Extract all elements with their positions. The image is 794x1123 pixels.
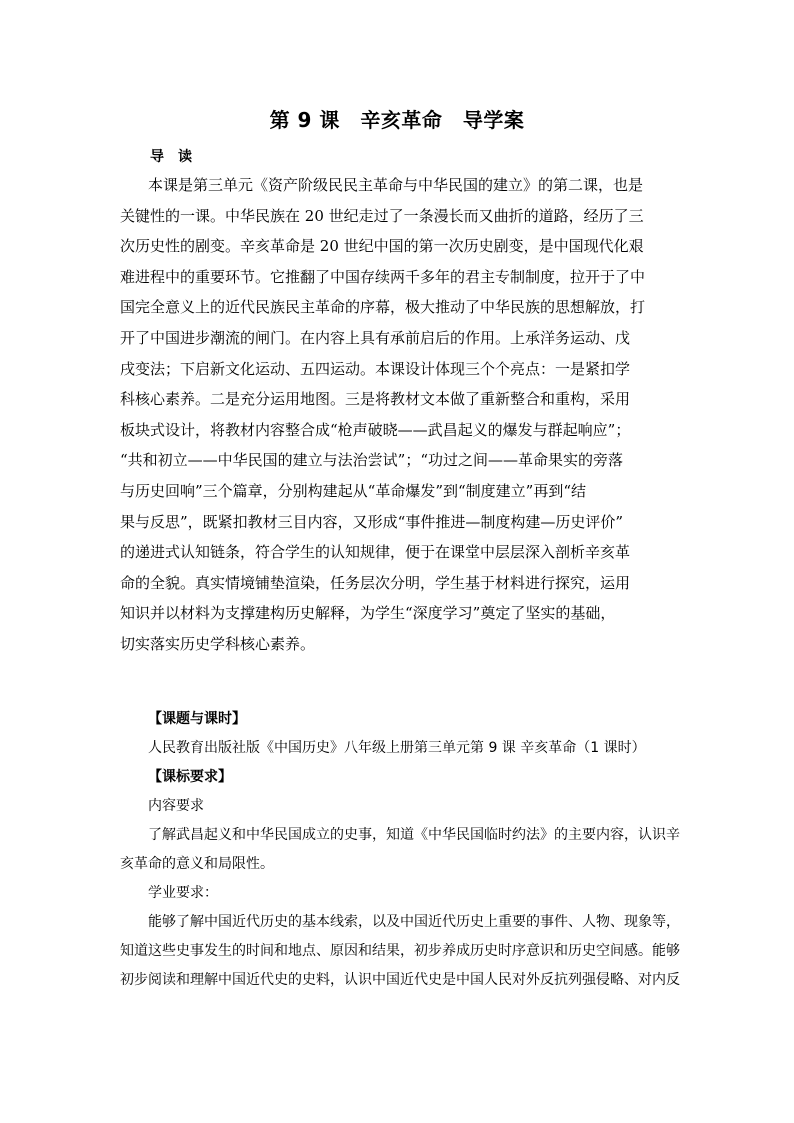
academic-requirement-line: 初步阅读和理解中国近代史的史料，认识中国近代史是中国人民对外反抗列强侵略、对内反	[120, 972, 680, 988]
course-info-section	[120, 705, 685, 995]
intro-line: 戌变法；下启新文化运动、五四运动。本课设计体现三个个亮点：一是紧扣学	[120, 359, 631, 378]
topic-heading: 【课题与课时】	[148, 711, 246, 727]
intro-line: 的递进式认知链条，符合学生的认知规律，便于在课堂中层层深入剖析辛亥革	[120, 543, 631, 562]
content-requirement-line: 了解武昌起义和中华民国成立的史事，知道《中华民国临时约法》的主要内容，认识辛	[148, 827, 680, 843]
intro-line: 板块式设计，将教材内容整合成“枪声破晓——武昌起义的爆发与群起响应”；	[120, 420, 631, 439]
intro-line: 次历史性的剧变。辛亥革命是 20 世纪中国的第一次历史剧变，是中国现代化艰	[120, 237, 644, 256]
intro-line: 切实落实历史学科核心素养。	[120, 634, 316, 653]
intro-line: 难进程中的重要环节。它推翻了中国存续两千多年的君主专制制度，拉开于了中	[120, 267, 646, 286]
guide-heading: 导 读	[150, 149, 192, 165]
page-title: 第 9 课 辛亥革命 导学案	[269, 108, 525, 132]
intro-line: 科核心素养。二是充分运用地图。三是将教材文本做了重新整合和重构，采用	[120, 390, 631, 409]
content-requirement-label: 内容要求	[148, 798, 204, 814]
academic-requirement-label: 学业要求：	[148, 885, 218, 901]
intro-line: 关键性的一课。中华民族在 20 世纪走过了一条漫长而又曲折的道路，经历了三	[120, 206, 644, 225]
academic-requirement-line: 能够了解中国近代历史的基本线索，以及中国近代历史上重要的事件、人物、现象等，	[148, 914, 680, 930]
intro-line: 本课是第三单元《资产阶级民民主革命与中华民国的建立》的第二课，也是	[148, 176, 644, 194]
standard-heading: 【课标要求】	[148, 769, 232, 785]
intro-line: 国完全意义上的近代民族民主革命的序幕，极大推动了中华民族的思想解放，打	[120, 298, 646, 317]
intro-line: 命的全貌。真实情境铺垫渲染，任务层次分明，学生基于材料进行探究，运用	[120, 573, 631, 592]
topic-text: 人民教育出版社版《中国历史》八年级上册第三单元第 9 课 辛亥革命（1 课时）	[148, 740, 646, 756]
intro-line: 与历史回响”三个篇章，分别构建起从“革命爆发”到“制度建立”再到“结	[120, 481, 587, 500]
intro-line: 开了中国进步潮流的闸门。在内容上具有承前启后的作用。上承洋务运动、戊	[120, 328, 631, 347]
intro-paragraph	[120, 170, 680, 660]
academic-requirement-line: 知道这些史事发生的时间和地点、原因和结果，初步养成历史时序意识和历史空间感。能够	[120, 943, 680, 959]
intro-line: “共和初立——中华民国的建立与法治尝试”；“功过之间——革命果实的旁落	[120, 451, 624, 470]
intro-line: 知识并以材料为支撑建构历史解释，为学生“深度学习”奠定了坚实的基础，	[120, 604, 616, 623]
intro-line: 果与反思”，既紧扣教材三目内容，又形成“事件推进—制度构建—历史评价”	[120, 512, 624, 531]
content-requirement-line: 亥革命的意义和局限性。	[120, 856, 274, 872]
